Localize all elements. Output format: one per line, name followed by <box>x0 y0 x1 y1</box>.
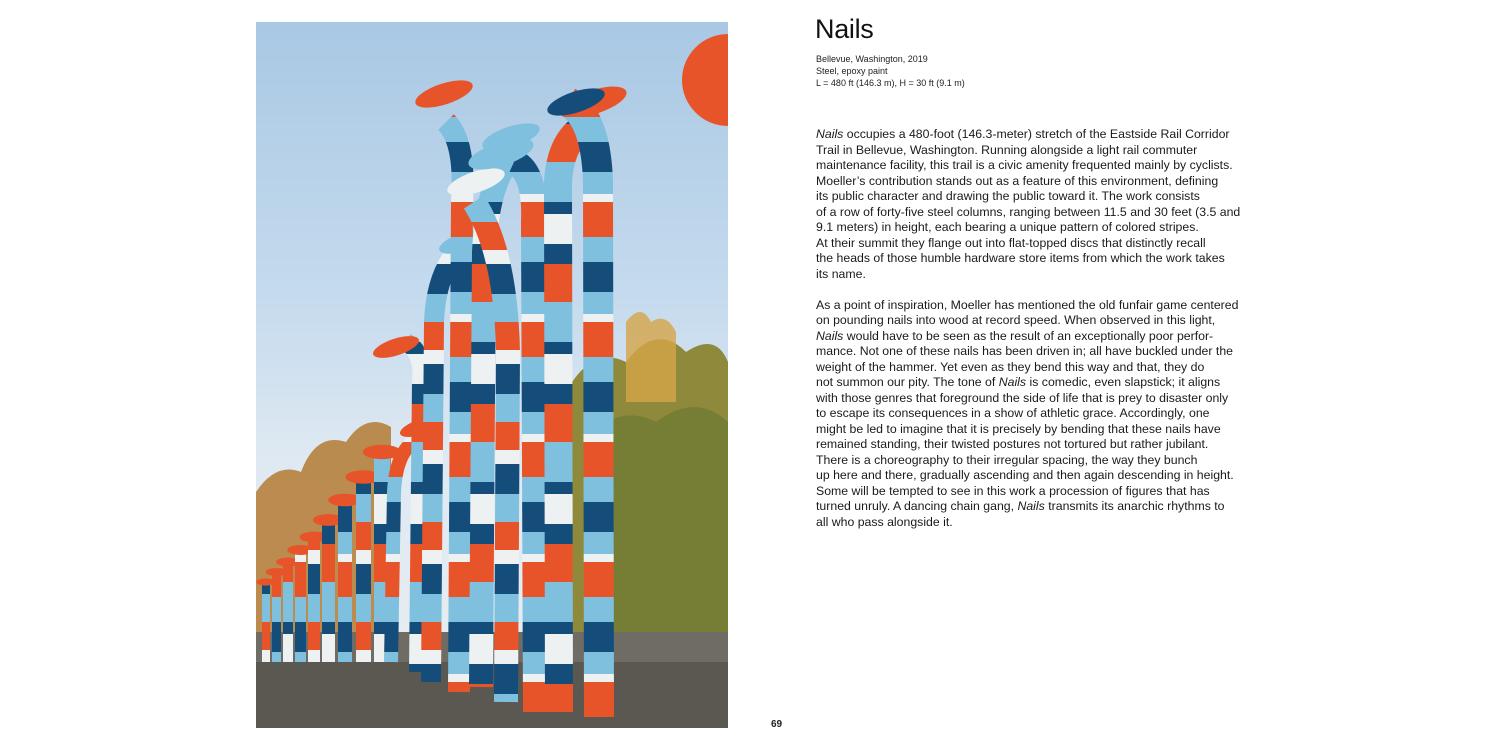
text-line <box>816 236 1248 252</box>
nail-column <box>283 562 293 662</box>
text-line <box>816 406 1248 422</box>
text-segment: Some will be tempted to see in this work a procession of figures that has <box>816 483 1210 498</box>
text-segment: Moeller’s contribution stands out as a feature of this environment, defining <box>816 173 1219 188</box>
text-segment: might be led to imagine that it is precisely by bending that these nails have <box>816 421 1221 436</box>
body-text <box>816 127 1248 546</box>
text-line <box>816 251 1248 267</box>
nail-column <box>356 477 371 662</box>
text-segment: the heads of those humble hardware store items from which the work takes <box>816 251 1225 265</box>
text-segment: transmits its anarchic rhythms to <box>1044 499 1225 513</box>
dimensions: L = 480 ft (146.3 m), H = 30 ft (9.1 m) <box>816 78 965 88</box>
text-segment: mance. Not one of these nails has been driven in; all have buckled under the <box>816 344 1233 358</box>
text-segment: would have to be seen as the result of an exceptionally poor perfor- <box>843 328 1214 343</box>
text-line <box>816 453 1248 469</box>
text-line <box>816 205 1248 221</box>
text-line <box>816 313 1248 329</box>
text-segment: remained standing, their twisted postures not tortured but rather jubilant. <box>816 437 1209 451</box>
text-segment: Trail in Bellevue, Washington. Running alongside a light rail commuter <box>816 142 1198 157</box>
nail-column <box>262 582 270 662</box>
text-line <box>816 422 1248 438</box>
text-segment: to escape its consequences in a show of athletic grace. Accordingly, one <box>816 406 1210 420</box>
nails-sculpture-image <box>256 22 728 728</box>
nail-column <box>338 500 352 662</box>
text-segment: 9.1 meters) in height, each bearing a unique pattern of colored stripes. <box>816 220 1199 234</box>
text-line <box>816 267 1248 283</box>
text-line <box>816 220 1248 236</box>
nail-column <box>406 342 421 672</box>
text-line <box>816 437 1248 453</box>
text-segment: not summon our pity. The tone of <box>816 375 999 389</box>
text-segment: of a row of forty-five steel columns, ranging between 11.5 and 30 feet (3.5 and <box>816 204 1241 219</box>
page-title: Nails <box>815 14 874 44</box>
italic-title: Nails <box>816 127 844 141</box>
text-line <box>816 375 1248 391</box>
nail-column <box>295 550 306 662</box>
text-line <box>816 127 1248 143</box>
page-number: 69 <box>771 719 783 730</box>
text-segment: maintenance facility, this trail is a civic amenity frequented mainly by cyclists. <box>816 158 1233 172</box>
text-line <box>816 174 1248 190</box>
text-segment: up here and there, gradually ascending and then again descending in height. <box>816 468 1234 482</box>
sculpture-photo <box>256 22 728 728</box>
text-segment: with those genres that foreground the side of life that is prey to disaster only <box>816 390 1229 405</box>
text-segment: There is a choreography to their irregular spacing, the way they bunch <box>816 452 1198 467</box>
text-line <box>816 158 1248 174</box>
text-line <box>816 189 1248 205</box>
text-line <box>816 499 1248 515</box>
location-year: Bellevue, Washington, 2019 <box>816 54 928 64</box>
materials: Steel, epoxy paint <box>816 66 888 76</box>
text-line <box>816 468 1248 484</box>
nail-column <box>446 122 463 692</box>
text-segment: weight of the hammer. Yet even as they bend this way and that, they do <box>816 359 1205 374</box>
text-segment: As a point of inspiration, Moeller has mentioned the old funfair game centered <box>816 297 1239 312</box>
italic-title: Nails <box>1017 499 1045 513</box>
text-segment: turned unruly. A dancing chain gang, <box>816 499 1018 513</box>
text-segment: At their summit they flange out into flat-topped discs that distinctly recall <box>816 235 1206 250</box>
text-segment: occupies a 480-foot (146.3-meter) stretch of the Eastside Rail Corridor <box>843 127 1230 141</box>
paragraph-1 <box>816 127 1248 282</box>
text-segment: is comedic, even slapstick; it aligns <box>1026 375 1221 389</box>
italic-title: Nails <box>816 328 844 343</box>
text-segment: its name. <box>816 266 866 281</box>
text-segment: on pounding nails into wood at record speed. When observed in this light, <box>816 313 1216 327</box>
nail-column <box>322 520 335 662</box>
nail-column <box>272 572 281 662</box>
text-segment: its public character and drawing the public toward it. The work consists <box>816 189 1200 203</box>
text-line <box>816 143 1248 159</box>
text-line <box>816 329 1248 345</box>
text-line <box>816 515 1248 531</box>
nail-head <box>682 34 728 126</box>
text-line <box>816 344 1248 360</box>
artwork-details <box>816 53 965 89</box>
nail-head <box>412 75 476 114</box>
text-line <box>816 391 1248 407</box>
italic-title: Nails <box>998 375 1027 389</box>
nail-column <box>308 537 320 662</box>
text-line <box>816 298 1248 314</box>
paragraph-2 <box>816 298 1248 531</box>
text-segment: all who pass alongside it. <box>816 514 953 529</box>
text-line <box>816 360 1248 376</box>
text-line <box>816 484 1248 500</box>
